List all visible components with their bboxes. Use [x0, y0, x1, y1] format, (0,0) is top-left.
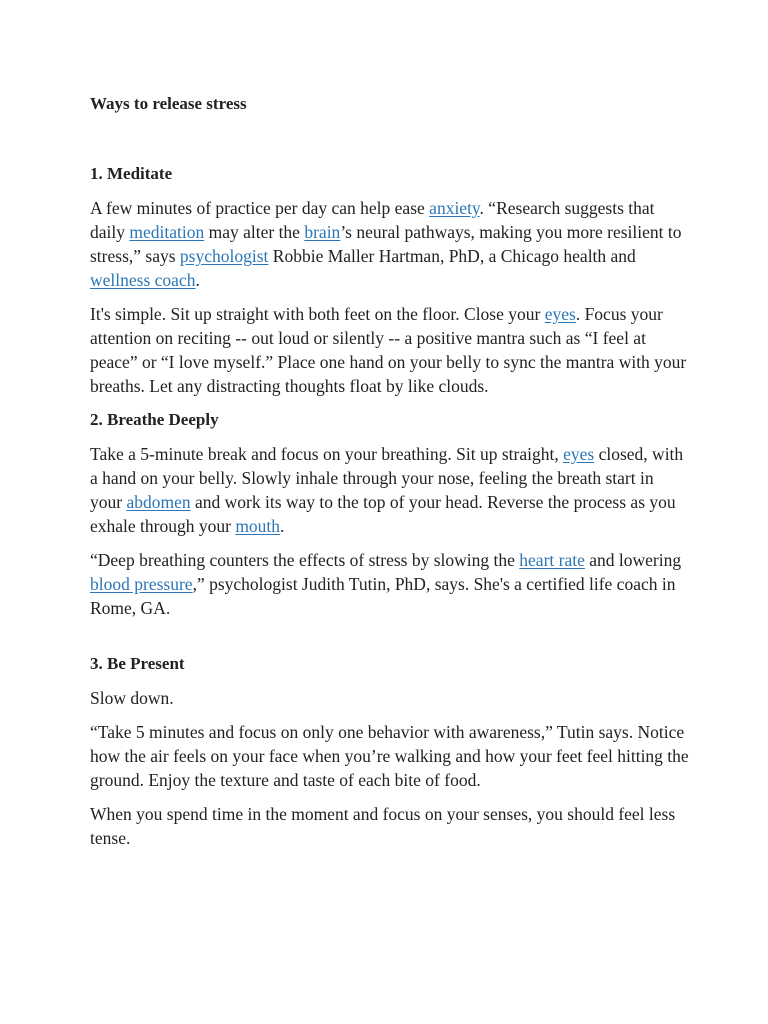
- section-breathe-deeply: [90, 408, 690, 620]
- paragraph-breathe-steps: [90, 442, 690, 538]
- link-eyes-2[interactable]: eyes: [563, 444, 595, 464]
- paragraph-breathe-quote: [90, 548, 690, 620]
- text-run: and work its way to the top of your head. Reverse the process as you exhale through your: [90, 492, 676, 536]
- paragraph-be-present-outro: When you spend time in the moment and focus on your senses, you should feel less tense.: [90, 804, 676, 848]
- text-run: “Deep breathing counters the effects of stress by slowing the: [90, 550, 520, 570]
- link-blood-pressure[interactable]: blood pressure: [90, 574, 193, 594]
- paragraph-meditate-intro: [90, 196, 690, 292]
- link-abdomen[interactable]: abdomen: [126, 492, 191, 512]
- link-eyes[interactable]: eyes: [544, 304, 576, 324]
- section-meditate: [90, 162, 690, 398]
- link-brain[interactable]: brain: [304, 222, 341, 242]
- document-page: [90, 92, 690, 860]
- link-mouth[interactable]: mouth: [235, 516, 281, 536]
- section-heading-meditate: 1. Meditate: [90, 164, 173, 183]
- paragraph-meditate-steps: [90, 302, 690, 398]
- text-run: It's simple. Sit up straight with both feet on the floor. Close your: [90, 304, 545, 324]
- text-run: A few minutes of practice per day can help ease: [90, 198, 430, 218]
- text-run: . Focus your attention on reciting -- out loud or silently -- a positive mantra such as “I feel at peace” or “I love myself.” Place one hand on your belly to sync the mantra with your breaths. Let any distracting thoughts float by like clouds.: [90, 304, 687, 396]
- paragraph-be-present-intro: Slow down.: [90, 688, 174, 708]
- paragraph-be-present-quote: “Take 5 minutes and focus on only one behavior with awareness,” Tutin says. Notice how the air feels on your face when you’re walking and how your feet feel hitting the ground. Enjoy the texture and taste of each bite of food.: [90, 722, 689, 790]
- text-run: ’s neural pathways, making you more resilient to stress,” says: [90, 222, 682, 266]
- link-heart-rate[interactable]: heart rate: [519, 550, 585, 570]
- section-heading-breathe-deeply: 2. Breathe Deeply: [90, 410, 219, 429]
- text-run: Take a 5-minute break and focus on your breathing. Sit up straight,: [90, 444, 564, 464]
- link-wellness-coach[interactable]: wellness coach: [90, 270, 196, 290]
- link-meditation[interactable]: meditation: [129, 222, 205, 242]
- link-psychologist[interactable]: psychologist: [179, 246, 269, 266]
- section-heading-be-present: 3. Be Present: [90, 654, 185, 673]
- text-run: Robbie Maller Hartman, PhD, a Chicago health and: [268, 246, 636, 266]
- text-run: .: [280, 516, 285, 536]
- text-run: ,” psychologist Judith Tutin, PhD, says. She's a certified life coach in Rome, GA.: [90, 574, 676, 618]
- link-anxiety[interactable]: anxiety: [429, 198, 480, 218]
- text-run: closed, with a hand on your belly. Slowly inhale through your nose, feeling the breath start in your: [90, 444, 684, 512]
- text-run: and lowering: [584, 550, 682, 570]
- text-run: .: [195, 270, 200, 290]
- text-run: . “Research suggests that daily: [90, 198, 655, 242]
- document-title: Ways to release stress: [90, 94, 247, 113]
- text-run: may alter the: [204, 222, 305, 242]
- section-be-present: [90, 652, 690, 850]
